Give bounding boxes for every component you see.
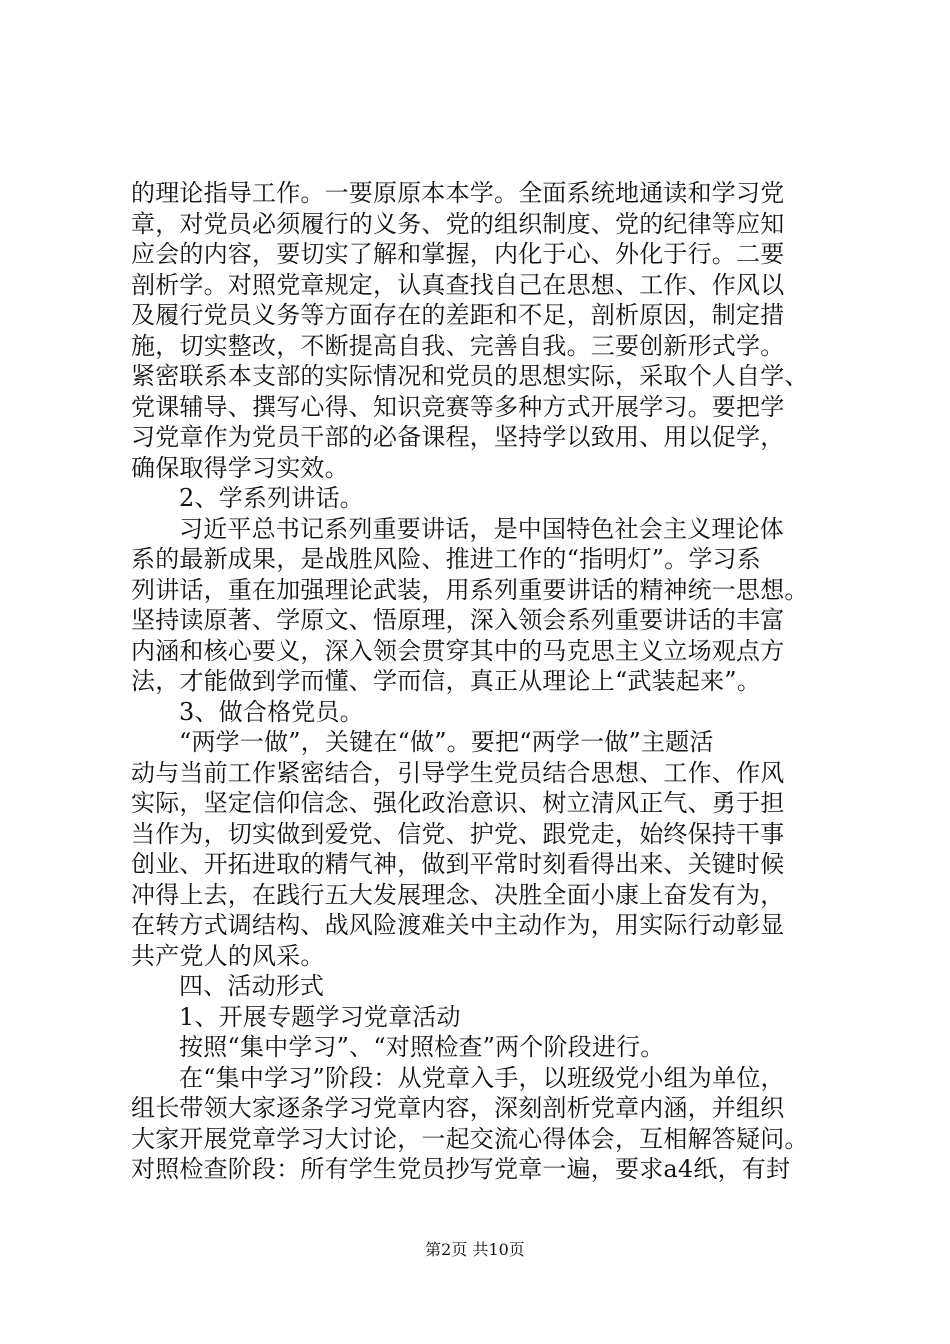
text-line: 的理论指导工作。一要原原本本学。全面系统地通读和学习党	[131, 179, 785, 207]
text-line: 动与当前工作紧密结合，引导学生党员结合思想、工作、作风	[131, 758, 785, 787]
text-line: 剖析学。对照党章规定，认真查找自己在思想、工作、作风以	[131, 270, 785, 299]
text-line: 坚持读原著、学原文、悟原理，深入领会系列重要讲话的丰富	[131, 606, 785, 634]
text-line: 按照“集中学习”、“对照检查”两个阶段进行。	[179, 1033, 665, 1061]
text-line: 对照检查阶段：所有学生党员抄写党章一遍，要求a4纸，有封	[131, 1155, 791, 1183]
text-line: 内涵和核心要义，深入领会贯穿其中的马克思主义立场观点方	[131, 636, 785, 665]
text-line: 习党章作为党员干部的必备课程，坚持学以致用、用以促学，	[131, 423, 785, 451]
text-line: 紧密联系本支部的实际情况和党员的思想实际，采取个人自学、	[131, 362, 809, 390]
text-line: 实际，坚定信仰信念、强化政治意识、树立清风正气、勇于担	[131, 789, 785, 817]
text-line: 施，切实整改，不断提高自我、完善自我。三要创新形式学。	[131, 331, 785, 360]
section-heading: 2、学系列讲话。	[179, 484, 364, 512]
text-line: 应会的内容，要切实了解和掌握，内化于心、外化于行。二要	[131, 240, 785, 268]
text-line: 当作为，切实做到爱党、信党、护党、跟党走，始终保持干事	[131, 819, 785, 848]
section-heading: 四、活动形式	[179, 972, 325, 1000]
text-line: 大家开展党章学习大讨论，一起交流心得体会，互相解答疑问。	[131, 1124, 809, 1153]
text-line: 在转方式调结构、战风险渡难关中主动作为，用实际行动彰显	[131, 911, 785, 939]
text-line: “两学一做”，关键在“做”。要把“两学一做”主题活	[179, 728, 714, 756]
text-line: 习近平总书记系列重要讲话，是中国特色社会主义理论体	[179, 514, 784, 543]
text-line: 列讲话，重在加强理论武装，用系列重要讲话的精神统一思想。	[131, 575, 809, 604]
subsection-heading: 1、开展专题学习党章活动	[179, 1002, 461, 1031]
text-line: 冲得上去，在践行五大发展理念、决胜全面小康上奋发有为，	[131, 880, 785, 909]
text-line: 共产党人的风采。	[131, 941, 325, 970]
text-line: 及履行党员义务等方面存在的差距和不足，剖析原因，制定措	[131, 301, 785, 329]
text-line: 系的最新成果，是战胜风险、推进工作的“指明灯”。学习系	[131, 545, 761, 573]
text-line: 党课辅导、撰写心得、知识竞赛等多种方式开展学习。要把学	[131, 392, 785, 421]
text-line: 组长带领大家逐条学习党章内容，深刻剖析党章内涵，并组织	[131, 1094, 785, 1122]
section-heading: 3、做合格党员。	[179, 697, 364, 726]
text-line: 创业、开拓进取的精气神，做到平常时刻看得出来、关键时候	[131, 850, 785, 878]
text-line: 在“集中学习”阶段：从党章入手，以班级党小组为单位，	[179, 1063, 785, 1092]
page-number-footer: 第2页 共10页	[425, 1240, 525, 1259]
text-line: 确保取得学习实效。	[131, 453, 349, 482]
text-line: 法，才能做到学而懂、学而信，真正从理论上“武装起来”。	[131, 667, 761, 695]
text-line: 章，对党员必须履行的义务、党的组织制度、党的纪律等应知	[131, 209, 785, 238]
